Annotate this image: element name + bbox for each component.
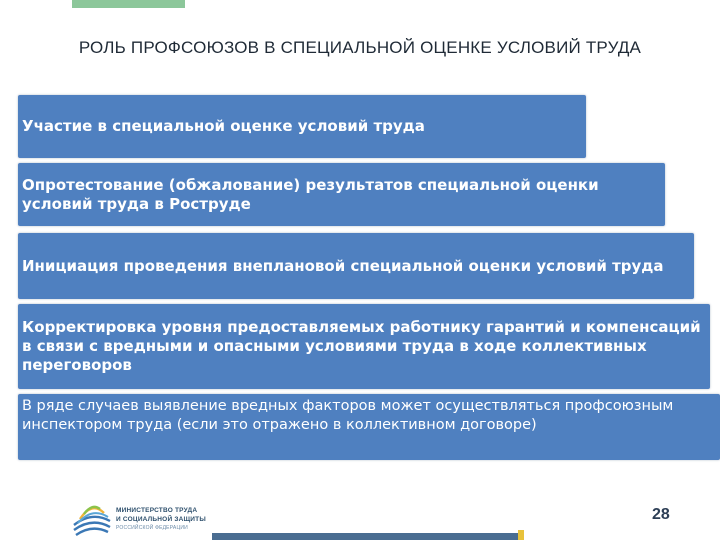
page-number: 28 — [652, 506, 670, 523]
footer-accent — [518, 530, 524, 540]
role-item-5 — [18, 394, 720, 460]
role-item-text: Инициация проведения внеплановой специальной оценки условий труда — [22, 256, 664, 275]
role-item-text: Опротестование (обжалование) результатов специальной оценки условий труда в Роструде — [22, 175, 599, 213]
role-item-1 — [18, 95, 586, 158]
role-item-text: В ряде случаев выявление вредных факторов может осуществляться профсоюзным инспектором труда (если это отражено в коллективном договоре) — [22, 398, 674, 433]
slide-title: РОЛЬ ПРОФСОЮЗОВ В СПЕЦИАЛЬНОЙ ОЦЕНКЕ УСЛОВИЙ ТРУДА — [78, 38, 642, 57]
ministry-line: МИНИСТЕРСТВО ТРУДА — [116, 507, 198, 514]
ministry-name — [116, 507, 206, 533]
footer-line — [212, 533, 518, 540]
role-item-4 — [18, 304, 710, 389]
ministry-line: РОССИЙСКОЙ ФЕДЕРАЦИИ — [116, 525, 188, 531]
ministry-line: И СОЦИАЛЬНОЙ ЗАЩИТЫ — [116, 515, 206, 523]
role-item-text: Участие в специальной оценке условий труда — [22, 117, 425, 135]
ministry-emblem-icon — [70, 497, 114, 539]
role-item-text: Корректировка уровня предоставляемых работнику гарантий и компенсаций в связи с вредными и опасными условиями труда в ходе коллективных переговоров — [22, 318, 701, 374]
role-item-3 — [18, 233, 694, 299]
top-accent-bar — [72, 0, 185, 8]
role-item-2 — [18, 163, 665, 226]
